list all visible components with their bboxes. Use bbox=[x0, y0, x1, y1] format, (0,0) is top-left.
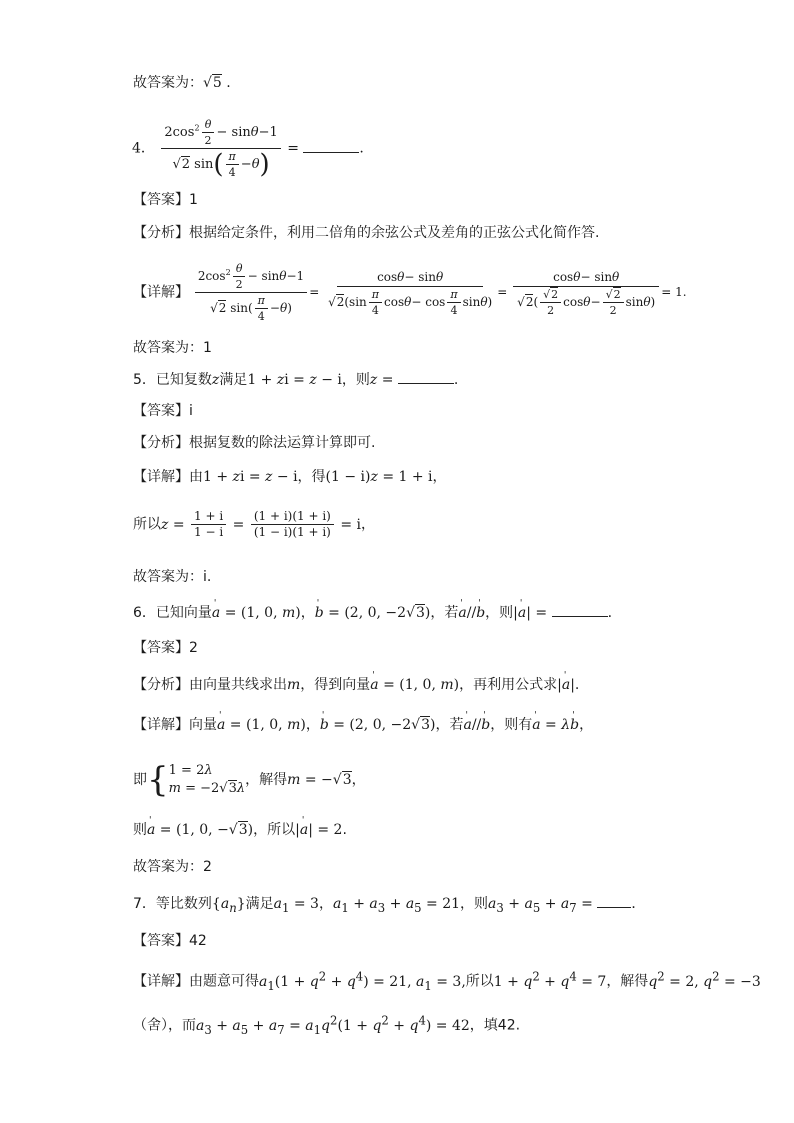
system-text: 即 bbox=[133, 772, 147, 788]
q4-analysis bbox=[133, 223, 599, 243]
analysis-tag: 【分析】 bbox=[133, 225, 189, 241]
q4-stem: 4． $2\cos^2$ $\frac{\theta}{2}$ − sinθ−1 √2 sin( $\frac{\pi}{4}$ −θ) = . bbox=[132, 118, 364, 180]
q4-fraction: $2\cos^2$ $\frac{\theta}{2}$ − sinθ−1 √2 sin( $\frac{\pi}{4}$ −θ) bbox=[161, 118, 280, 179]
analysis-tag: 【分析】 bbox=[133, 435, 189, 451]
detail-text: 向量 bbox=[189, 717, 217, 733]
q4-final bbox=[133, 338, 212, 358]
result-text: 则 bbox=[133, 822, 147, 838]
detail-text: 由题意可得 bbox=[189, 973, 259, 990]
q4-answer bbox=[133, 190, 198, 210]
stem-text: 已知复数 bbox=[155, 372, 212, 388]
q6-system: 即{ 1 = 2λ m = −2√3λ ，解得m = −√3， bbox=[133, 760, 366, 800]
detail-text: ，则有 bbox=[490, 717, 533, 733]
q5-detail: 【详解】由1 + zi = z − i，得(1 − i)z = 1 + i， bbox=[133, 469, 447, 485]
q5-derivation: 所以z = $\frac{1 + i}{1 - i}$ = $\frac{(1 + i)(1 + i)}{(1 - i)(1 + i)}$ = i， bbox=[133, 509, 375, 539]
answer-tag: 【答案】 bbox=[133, 403, 189, 419]
analysis-text: 根据给定条件，利用二倍角的余弦公式及差角的正弦公式化简作答. bbox=[189, 225, 600, 241]
result-text: ，所以 bbox=[253, 822, 296, 838]
stem-text: 满足 bbox=[245, 896, 274, 912]
detail-fraction-2: cosθ− sinθ √2(sin $\frac{\pi}{4}$ cosθ− cos $\frac{\pi}{4}$ sinθ) bbox=[328, 269, 493, 317]
answer-label: 故答案为： bbox=[133, 75, 203, 91]
answer-tag: 【答案】 bbox=[133, 640, 189, 656]
system-text: ，解得 bbox=[245, 772, 288, 788]
q6-final bbox=[133, 857, 212, 877]
detail-tag: 【详解】 bbox=[133, 973, 189, 990]
answer-value: i bbox=[189, 403, 193, 419]
detail-fraction-1: $2\cos^2$ $\frac{\theta}{2}$ − sinθ−1 √2 sin( $\frac{\pi}{4}$ −θ) bbox=[195, 262, 307, 323]
answer-value: 1 bbox=[189, 192, 198, 208]
answer-tag: 【答案】 bbox=[133, 192, 189, 208]
q6-result: 则' a = (1, 0, −√3)，所以|' a| = 2. bbox=[133, 820, 347, 840]
derivation-text: 所以 bbox=[133, 516, 161, 533]
q6-analysis: 【分析】由向量共线求出m，得到向量' a = (1, 0, m)，再利用公式求|' a|. bbox=[133, 675, 579, 695]
answer-blank bbox=[552, 602, 608, 617]
final-answer: 故答案为：1 bbox=[133, 340, 212, 356]
stem-text: 满足 bbox=[219, 372, 248, 388]
q4-detail: 【详解】 $2\cos^2$ $\frac{\theta}{2}$ − sinθ−1 √2 sin( $\frac{\pi}{4}$ −θ) = cosθ− sinθ √2(sin $\frac{\pi}{4}$ cosθ− cos $\frac{\pi}{4}$ sinθ) = cosθ− sinθ √2( $\frac{√2}{2}$ cosθ− $\frac{√2}{2}$ sinθ) = 1. bbox=[133, 262, 687, 323]
stem-text: 等比数列 bbox=[155, 896, 212, 912]
detail-text: ，解得 bbox=[606, 973, 649, 990]
question-number: 6． bbox=[133, 605, 156, 621]
q7-detail-cont: （舍），而$a_3 + a_5 + a_7 = a_1q^2(1 + q^2 + q^4) = 42$，填42. bbox=[133, 1013, 521, 1037]
q5-final bbox=[133, 567, 211, 587]
analysis-text: 由向量共线求出 bbox=[189, 677, 287, 693]
detail-text: （舍），而 bbox=[133, 1017, 196, 1034]
q5-answer bbox=[133, 401, 193, 421]
answer-blank bbox=[303, 138, 359, 153]
stem-text: 已知向量 bbox=[155, 605, 212, 621]
answer-value: 2 bbox=[189, 640, 198, 656]
detail-fraction-3: cosθ− sinθ √2( $\frac{√2}{2}$ cosθ− $\frac{√2}{2}$ sinθ) bbox=[513, 269, 659, 317]
q7-answer bbox=[133, 931, 207, 951]
detail-tag: 【详解】 bbox=[133, 717, 189, 733]
question-number: 4． bbox=[132, 140, 155, 157]
detail-text: 由 bbox=[189, 469, 203, 485]
answer-tag: 【答案】 bbox=[133, 933, 189, 949]
stem-text: ，则 bbox=[485, 605, 514, 621]
final-answer: 故答案为：2 bbox=[133, 859, 212, 875]
q5-stem: 5．已知复数z满足1 + zi = z − i，则z = . bbox=[133, 369, 458, 390]
analysis-tag: 【分析】 bbox=[133, 677, 189, 693]
answer-blank bbox=[398, 369, 454, 384]
q6-detail: 【详解】向量' a = (1, 0, m)，' b = (2, 0, −2√3)，若' a//' b，则有' a = λ' b， bbox=[133, 715, 593, 735]
detail-text: 所以 bbox=[465, 973, 494, 990]
stem-text: ，则 bbox=[341, 372, 370, 388]
detail-tag: 【详解】 bbox=[133, 469, 189, 485]
q6-stem: 6．已知向量' a = (1, 0, m)，' b = (2, 0, −2√3)，若' a//' b，则|' a| = . bbox=[133, 602, 612, 623]
answer-blank bbox=[597, 893, 631, 908]
question-number: 5． bbox=[133, 372, 156, 388]
analysis-text: ，得到向量 bbox=[300, 677, 371, 693]
q6-answer bbox=[133, 638, 198, 658]
question-number: 7． bbox=[133, 896, 156, 912]
q5-analysis bbox=[133, 433, 375, 453]
detail-text: ，填42. bbox=[469, 1017, 521, 1034]
answer-value: 42 bbox=[189, 933, 207, 949]
final-answer: 故答案为：i. bbox=[133, 569, 212, 585]
analysis-text: 根据复数的除法运算计算即可. bbox=[189, 435, 376, 451]
stem-text: ，若 bbox=[430, 605, 459, 621]
p3-final-answer: 故答案为：√5 . bbox=[133, 75, 231, 91]
detail-tag: 【详解】 bbox=[133, 284, 189, 301]
detail-text: ，若 bbox=[435, 717, 464, 733]
detail-text: ，得 bbox=[297, 469, 326, 485]
analysis-text: ，再利用公式求 bbox=[459, 677, 558, 693]
q7-stem: 7．等比数列$\{a_n\}$满足$a_1 = 3$，$a_1 + a_3 + a_5 = 21$，则$a_3 + a_5 + a_7$ = ． bbox=[133, 893, 645, 918]
q7-detail: 【详解】由题意可得$a_1(1 + q^2 + q^4) = 21$, $a_1 = 3$,所以$1 + q^2 + q^4 = 7$，解得$q^2 = 2$, $q^2 = -3$ bbox=[133, 969, 761, 993]
stem-text: ，则 bbox=[460, 896, 489, 912]
